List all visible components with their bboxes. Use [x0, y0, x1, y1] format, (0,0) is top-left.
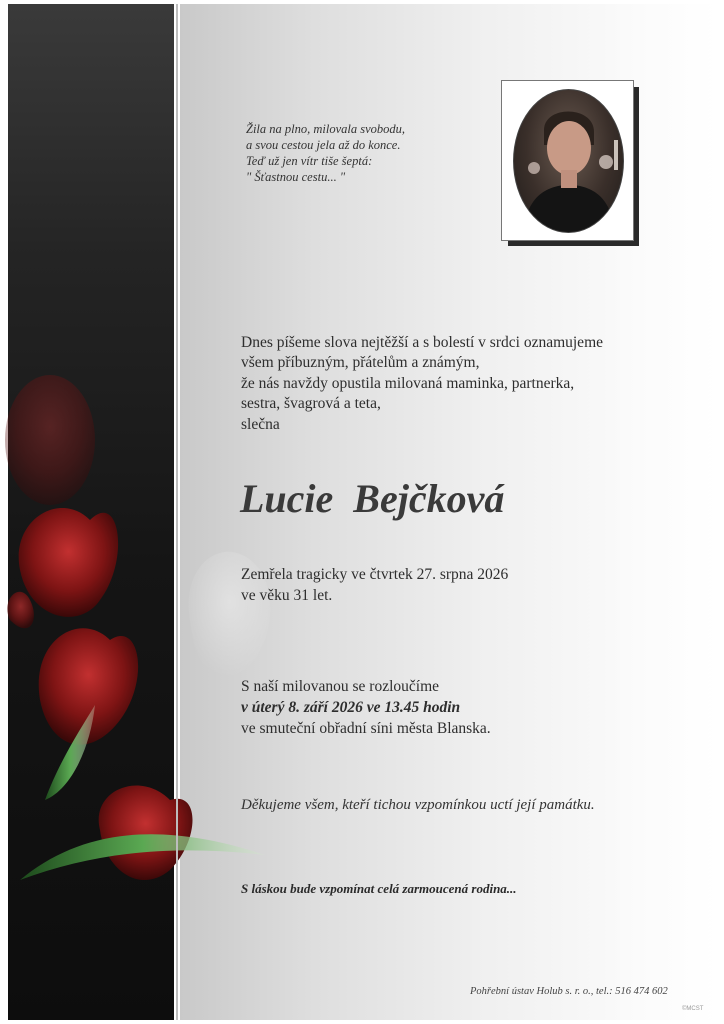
announcement-line: že nás navždy opustila milovaná maminka, partnerka,: [241, 374, 575, 392]
announcement-line: sestra, švagrová a teta,: [241, 395, 381, 413]
announcement-line: Dnes píšeme slova nejtěžší a s bolestí v srdci oznamujeme: [241, 334, 604, 351]
portrait-photo: [513, 89, 624, 233]
copyright-mark: ©MCST: [682, 1006, 704, 1012]
funeral-intro: S naší milovanou se rozloučíme: [241, 678, 440, 695]
family-line: S láskou bude vzpomínat celá zarmoucená rodina...: [241, 881, 517, 896]
death-info: [241, 564, 661, 606]
death-date: Zemřela tragicky ve čtvrtek 27. srpna 2026: [241, 566, 509, 583]
poem-line: Žila na plno, milovala svobodu,: [246, 122, 406, 136]
poem: [246, 121, 476, 185]
portrait-frame: [501, 80, 634, 241]
poem-line: " Šťastnou cestu... ": [246, 170, 346, 184]
announcement-line: všem příbuzným, přátelům a známým,: [241, 354, 480, 372]
funeral-place: ve smuteční obřadní síni města Blanska.: [241, 720, 491, 737]
tulip-dim-top: [5, 375, 95, 505]
death-age: ve věku 31 let.: [241, 587, 333, 604]
deceased-name: Lucie Bejčková: [240, 476, 505, 521]
funeral-home-footer: Pohřební ústav Holub s. r. o., tel.: 516 474 602: [470, 986, 668, 997]
poem-line: Teď už jen vítr tiše šeptá:: [246, 154, 373, 168]
tulip-lower: [99, 786, 193, 880]
portrait-figure: [514, 90, 623, 232]
strip-divider: [176, 4, 178, 1020]
poem-line: a svou cestou jela až do konce.: [246, 138, 401, 152]
announcement: [241, 333, 661, 435]
thanks-line: Děkujeme všem, kteří tichou vzpomínkou uctí její památku.: [241, 797, 595, 813]
funeral-info: [241, 676, 661, 739]
tulip-upper: [19, 508, 118, 617]
funeral-datetime: v úterý 8. září 2026 ve 13.45 hodin: [241, 699, 461, 716]
announcement-line: slečna: [241, 415, 280, 433]
tulip-edge: [7, 592, 34, 629]
